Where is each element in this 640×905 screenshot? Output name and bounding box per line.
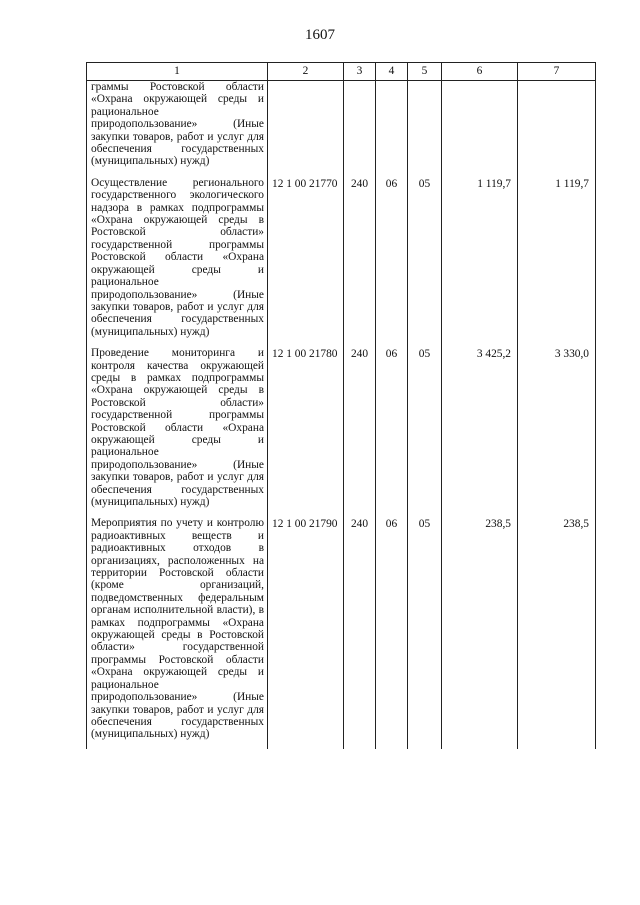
column-header: 2 [268, 63, 344, 81]
table-row [87, 516, 596, 748]
subsection: 05 [408, 176, 442, 346]
amount-col6: 3 425,2 [442, 346, 518, 516]
page-number: 1607 [305, 27, 335, 43]
amount-col7: 3 330,0 [518, 346, 596, 516]
target-code: 12 1 00 21770 [268, 176, 344, 346]
expense-type [344, 81, 376, 176]
expense-type: 240 [344, 176, 376, 346]
budget-table [86, 62, 596, 749]
row-description: Мероприятия по учету и контролю радиоактивных веществ и радиоактивных отходов в организациях, расположенных на территории Ростовской области (кроме организаций, подведомственных федеральным органам исполнительной власти), в рамках подпрограммы «Охрана окружающей среды в Ростовской области» государственной программы Ростовской области «Охрана окружающей среды и рациональное природопользование» (Иные закупки товаров, работ и услуг для обеспечения государственных (муниципальных) нужд) [87, 516, 268, 748]
expense-type: 240 [344, 516, 376, 748]
table-row [87, 346, 596, 516]
column-header: 3 [344, 63, 376, 81]
row-description: граммы Ростовской области «Охрана окружающей среды и рациональное природопользование» (Иные закупки товаров, работ и услуг для обеспечения государственных (муниципальных) нужд) [87, 81, 268, 176]
table-row [87, 81, 596, 176]
amount-col7 [518, 81, 596, 176]
row-description: Осуществление регионального государственного экологического надзора в рамках подпрограммы «Охрана окружающей среды в Ростовской области» государственной программы Ростовской области «Охрана окружающей среды и рациональное природопользование» (Иные закупки товаров, работ и услуг для обеспечения государственных (муниципальных) нужд) [87, 176, 268, 346]
subsection [408, 81, 442, 176]
expense-type: 240 [344, 346, 376, 516]
column-header: 7 [518, 63, 596, 81]
target-code: 12 1 00 21780 [268, 346, 344, 516]
column-header: 4 [376, 63, 408, 81]
target-code: 12 1 00 21790 [268, 516, 344, 748]
column-header: 5 [408, 63, 442, 81]
section [376, 81, 408, 176]
amount-col6: 238,5 [442, 516, 518, 748]
section: 06 [376, 516, 408, 748]
subsection: 05 [408, 516, 442, 748]
section: 06 [376, 346, 408, 516]
header-row [87, 63, 596, 81]
target-code [268, 81, 344, 176]
amount-col7: 1 119,7 [518, 176, 596, 346]
column-header: 1 [87, 63, 268, 81]
amount-col7: 238,5 [518, 516, 596, 748]
amount-col6: 1 119,7 [442, 176, 518, 346]
subsection: 05 [408, 346, 442, 516]
column-header: 6 [442, 63, 518, 81]
amount-col6 [442, 81, 518, 176]
section: 06 [376, 176, 408, 346]
table-row [87, 176, 596, 346]
row-description: Проведение мониторинга и контроля качества окружающей среды в рамках подпрограммы «Охрана окружающей среды в Ростовской области» государственной программы Ростовской области «Охрана окружающей среды и рациональное природопользование» (Иные закупки товаров, работ и услуг для обеспечения государственных (муниципальных) нужд) [87, 346, 268, 516]
